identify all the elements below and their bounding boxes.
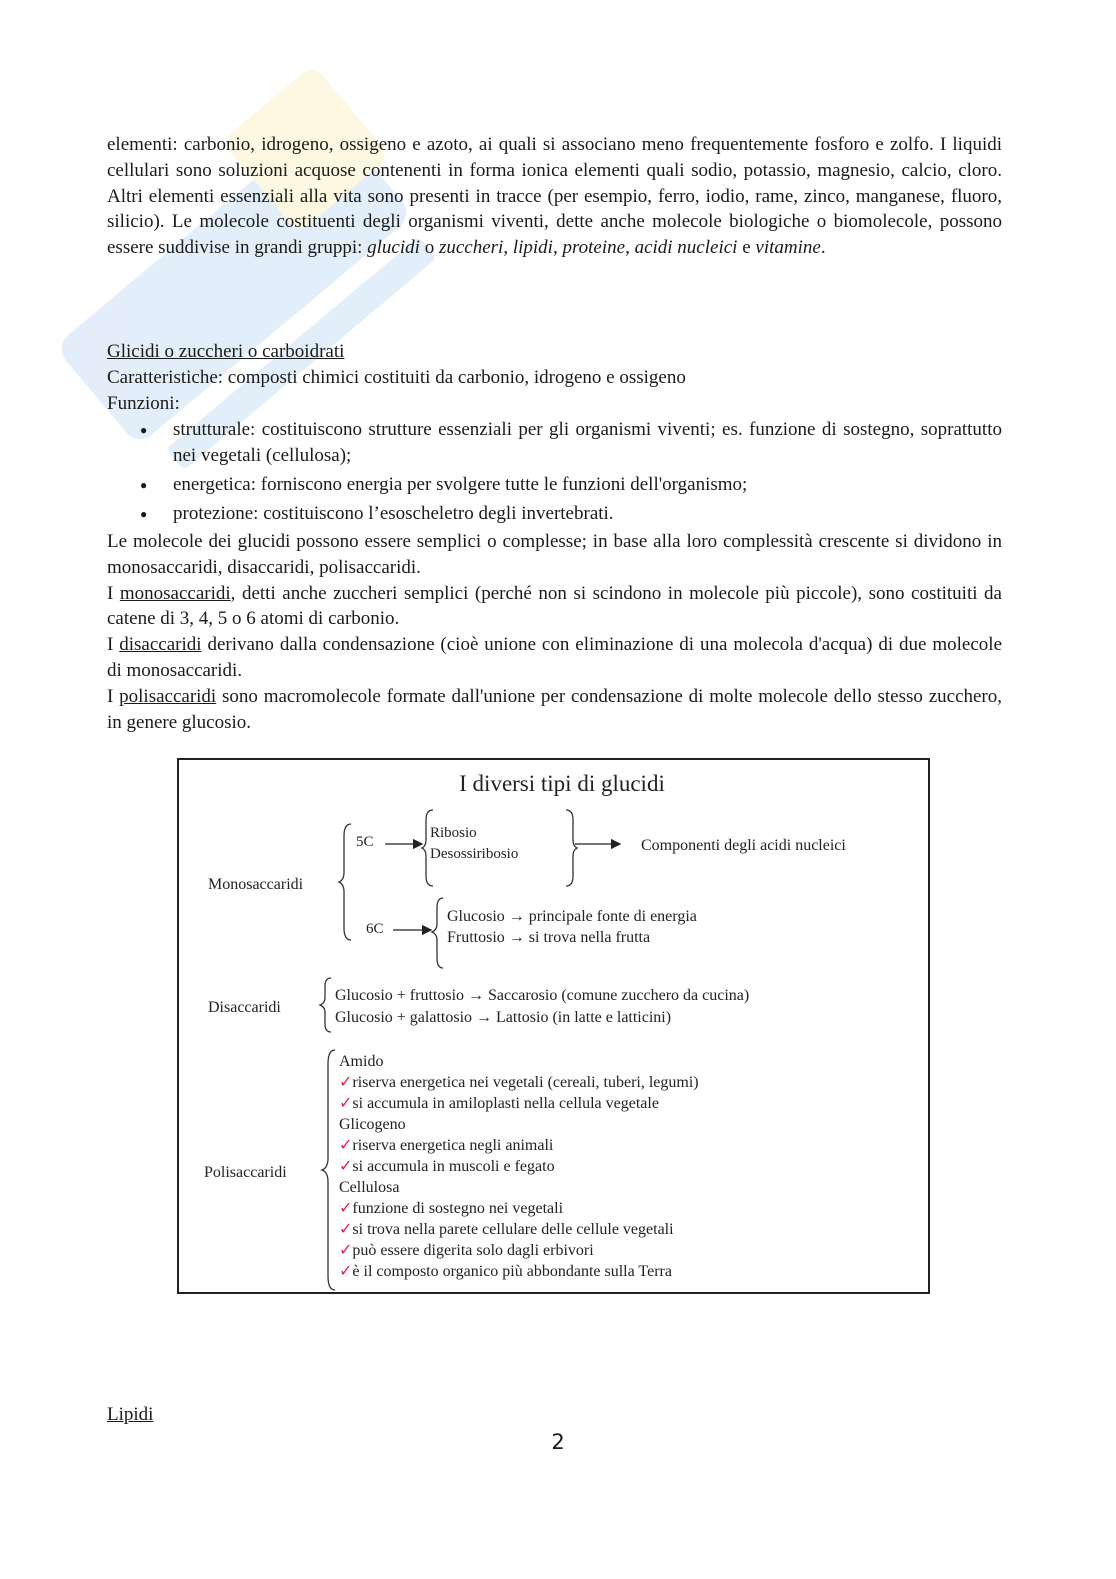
term-vitamine: vitamine <box>755 237 821 259</box>
list-item <box>339 1221 674 1238</box>
mono-rest: , detti anche zuccheri semplici (perché non si scindono in molecole più piccole), sono costituiti da catene di 3, 4, 5 o 6 atomi di carbonio. <box>107 582 1002 630</box>
page-number: 2 <box>551 1430 565 1454</box>
label-6c: 6C <box>366 921 384 937</box>
di1-right: Saccarosio (comune zucchero da cucina) <box>488 987 750 1004</box>
arrow-right-icon: → <box>476 1009 493 1026</box>
brace-mono <box>339 824 351 940</box>
arrow-right-icon: → <box>508 929 525 946</box>
diagram-di-label: Disaccaridi <box>208 999 281 1016</box>
glucosio-name: Glucosio <box>447 908 505 925</box>
check-icon: ✓ <box>339 1158 353 1175</box>
glic-2: si accumula in muscoli e fegato <box>352 1158 555 1175</box>
sep: e <box>737 237 756 259</box>
paragraph-molecole: Le molecole dei glucidi possono essere semplici o complesse; in base alla loro complessità crescente si dividono in monosaccaridi, disaccaridi, polisaccaridi. <box>107 531 1002 578</box>
check-icon: ✓ <box>339 1263 353 1280</box>
diagram-poli-label: Polisaccaridi <box>204 1164 287 1181</box>
term-monosaccaridi: monosaccaridi <box>119 582 231 604</box>
funzioni-label: Funzioni: <box>107 392 180 414</box>
poli-glicogeno: Glicogeno <box>339 1116 406 1133</box>
term-zuccheri: zuccheri <box>438 237 504 259</box>
caratteristiche-line: Caratteristiche: composti chimici costituiti da carbonio, idrogeno e ossigeno <box>107 366 686 388</box>
amido-2: si accumula in amiloplasti nella cellula vegetale <box>352 1095 659 1112</box>
sep: , <box>503 237 513 259</box>
term-proteine: proteine <box>562 237 626 259</box>
line-fruttosio <box>447 929 650 946</box>
brace-5c-close <box>566 810 577 886</box>
line-lattosio <box>335 1009 671 1026</box>
term-glucidi: glucidi <box>367 237 420 259</box>
paragraph-disaccaridi <box>107 632 1002 684</box>
poli-pre: I <box>107 685 120 707</box>
di1-left: Glucosio + fruttosio <box>335 987 465 1004</box>
check-icon: ✓ <box>339 1221 353 1238</box>
cell-4: è il composto organico più abbondante sulla Terra <box>352 1263 672 1280</box>
di2-left: Glucosio + galattosio <box>335 1009 473 1026</box>
diagram-mono-label: Monosaccaridi <box>208 876 304 893</box>
glucosio-desc: principale fonte di energia <box>528 908 697 925</box>
sep: , <box>625 237 635 259</box>
glic-1: riserva energetica negli animali <box>352 1137 554 1154</box>
fruttosio-desc: si trova nella frutta <box>528 929 651 946</box>
amido-1: riserva energetica nei vegetali (cereali, tuberi, legumi) <box>352 1074 699 1091</box>
term-polisaccaridi: polisaccaridi <box>119 685 217 707</box>
brace-di <box>320 978 331 1032</box>
list-item <box>339 1242 594 1259</box>
check-icon: ✓ <box>339 1137 353 1154</box>
diagram-title: I diversi tipi di glucidi <box>459 771 665 796</box>
cell-2: si trova nella parete cellulare delle cellule vegetali <box>352 1221 674 1238</box>
poli-rest: sono macromolecole formate dall'unione per condensazione di molte molecole dello stesso zucchero, in genere glucosio. <box>107 685 1003 733</box>
glucidi-section-header <box>107 339 1002 416</box>
list-item <box>339 1074 699 1091</box>
list-item: ● protezione: costituiscono l’esoscheletro degli invertebrati. <box>107 501 1002 527</box>
paragraph-polisaccaridi <box>107 684 1002 736</box>
brace-poli <box>322 1050 335 1290</box>
line-glucosio <box>447 908 697 925</box>
funzioni-list <box>107 417 1002 530</box>
label-ribosio: Ribosio <box>430 825 477 841</box>
arrow-right-icon: → <box>468 987 485 1004</box>
intro-paragraph <box>107 132 1002 261</box>
glucidi-paragraphs <box>107 529 1002 735</box>
label-5c: 5C <box>356 834 374 850</box>
check-icon: ✓ <box>339 1095 353 1112</box>
cell-1: funzione di sostegno nei vegetali <box>352 1200 564 1217</box>
line-saccarosio <box>335 987 749 1004</box>
label-componenti: Componenti degli acidi nucleici <box>641 837 846 854</box>
list-item <box>339 1158 555 1175</box>
list-item: ● strutturale: costituiscono strutture essenziali per gli organismi viventi; es. funzione di sostegno, soprattutto nei vegetali (cellulosa); <box>107 417 1002 469</box>
list-item <box>339 1137 554 1154</box>
term-disaccaridi: disaccaridi <box>119 634 202 656</box>
list-item <box>339 1200 564 1217</box>
cell-3: può essere digerita solo dagli erbivori <box>352 1242 594 1259</box>
sep: , <box>552 237 563 259</box>
mono-pre: I <box>107 582 120 604</box>
check-icon: ✓ <box>339 1242 353 1259</box>
list-item <box>339 1095 659 1112</box>
fruttosio-name: Fruttosio <box>447 929 505 946</box>
di-pre: I <box>107 634 120 656</box>
glucidi-diagram <box>177 758 930 1294</box>
sep: o <box>419 237 439 259</box>
label-desossiribosio: Desossiribosio <box>430 846 519 862</box>
paragraph-monosaccaridi <box>107 581 1002 633</box>
term-acidi-nucleici: acidi nucleici <box>634 237 738 259</box>
poli-amido: Amido <box>339 1053 384 1070</box>
arrow-right-icon: → <box>508 908 525 925</box>
check-icon: ✓ <box>339 1200 353 1217</box>
di-rest: derivano dalla condensazione (cioè unione con eliminazione di una molecola d'acqua) di due molecole di monosaccaridi. <box>107 634 1003 681</box>
di2-right: Lattosio (in latte e latticini) <box>496 1009 672 1026</box>
check-icon: ✓ <box>339 1074 353 1091</box>
section-heading-lipidi: Lipidi <box>107 1404 154 1425</box>
intro-lead-text: elementi: carbonio, idrogeno, ossigeno e azoto, ai quali si associano meno frequentemente fosforo e zolfo. I liquidi cellulari sono soluzioni acquose contenenti in forma ionica elementi quali sodio, potassio, magnesio, calcio, cloro. Altri elementi essenziali alla vita sono presenti in tracce (per esempio, ferro, iodio, rame, zinco, manganese, fluoro, silicio). Le molecole costituenti degli organismi viventi, dette anche molecole biologiche o biomolecole, possono essere suddivise in grandi gruppi: <box>107 134 1002 259</box>
brace-6c <box>432 898 443 968</box>
list-item: ● energetica: forniscono energia per svolgere tutte le funzioni dell'organismo; <box>107 472 1002 498</box>
list-item <box>339 1263 672 1280</box>
term-lipidi: lipidi <box>512 237 553 259</box>
section-heading-glucidi: Glicidi o zuccheri o carboidrati <box>107 341 345 362</box>
sep: . <box>820 237 826 259</box>
poli-cellulosa: Cellulosa <box>339 1179 400 1196</box>
